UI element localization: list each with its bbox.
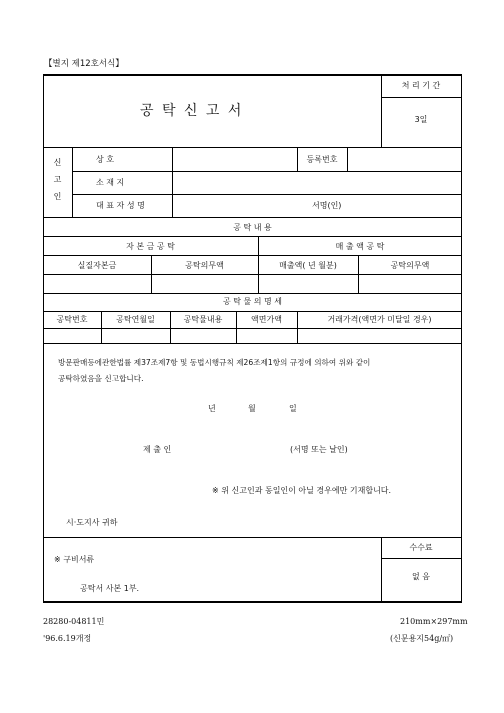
statement-line-1: 방문판매등에관한법률 제37조제7항 및 동법시행규칙 제26조제1항의 규정에 의하여 위와 같이 [58, 358, 371, 367]
fee-row [381, 558, 461, 559]
address-label: 소 재 지 [96, 178, 125, 187]
regno-right [347, 147, 348, 171]
sales-deposit-label: 매 출 액 공 탁 [335, 242, 385, 251]
date-month: 월 [248, 404, 256, 413]
items-bottom [43, 343, 462, 344]
attachments-top [43, 537, 462, 538]
form-title: 공 탁 신 고 서 [140, 103, 244, 119]
items-title: 공 탁 물 의 명 세 [222, 297, 283, 306]
reporter-row-1 [72, 171, 462, 172]
processing-value: 3일 [414, 115, 428, 124]
col-deposit-content: 공탁물내용 [183, 315, 223, 324]
reg-no-label: 등록번호 [306, 155, 338, 164]
sales-amount-label: 매출액( 년 월분) [279, 261, 337, 270]
content-top [43, 217, 462, 218]
processing-divider [381, 97, 461, 98]
statement-line-2: 공탁하였음을 신고합니다. [58, 374, 144, 383]
items-row-2 [43, 328, 462, 329]
col-face-value: 액면가액 [251, 315, 282, 324]
footer-paper: (신문용지54g/㎡) [390, 634, 454, 643]
reporter-row-2 [72, 194, 462, 195]
rep-name-label: 대 표 자 성 명 [96, 201, 145, 210]
reporter-col-divider [172, 147, 173, 217]
frame-left [43, 74, 44, 602]
date-year: 년 [208, 404, 216, 413]
content-row-2 [43, 255, 462, 256]
attachments-item: 공탁서 사본 1부. [80, 584, 140, 593]
submitter-sign: (서명 또는 날인) [290, 445, 348, 454]
submitter-label: 제 출 인 [143, 445, 172, 454]
items-top [43, 293, 462, 294]
deposit-amount-2-label: 공탁의무액 [390, 261, 430, 270]
footer-code: 28280-04811민 [43, 617, 105, 626]
trade-name-label: 상 호 [96, 155, 114, 164]
processing-label: 처 리 기 간 [401, 81, 441, 90]
capital-deposit-label: 자 본 금 공 탁 [126, 242, 175, 251]
reporter-label-1: 신 [53, 158, 62, 167]
fee-label: 수수료 [409, 543, 433, 552]
content-row-3 [43, 274, 462, 275]
frame-bottom [43, 601, 462, 603]
reporter-top [43, 147, 462, 148]
items-row-1 [43, 311, 462, 312]
content-row-1 [43, 236, 462, 237]
reporter-label-divider [72, 147, 73, 217]
footer-revised: '96.6.19개정 [43, 634, 92, 643]
attachments-title: ※ 구비서류 [54, 555, 95, 564]
signature-label: 서명(인) [312, 201, 342, 210]
reporter-label-2: 고 [53, 175, 62, 184]
date-day: 일 [289, 404, 297, 413]
form-label: 【별지 제12호서식】 [44, 59, 124, 69]
note-text: ※ 위 신고인과 동일인이 아닐 경우에만 기재합니다. [212, 486, 392, 495]
col-deposit-no: 공탁번호 [56, 315, 88, 324]
content-title: 공 탁 내 용 [233, 223, 272, 232]
deposit-amount-1-label: 공탁의무액 [185, 261, 224, 270]
frame-right [461, 74, 462, 602]
addressee: 시·도지사 귀하 [66, 518, 118, 527]
col-trade-price: 거래가격(액면가 미달일 경우) [327, 315, 432, 324]
fee-value: 없 음 [412, 572, 430, 581]
footer-size: 210mm×297mm [400, 617, 468, 626]
frame-top [43, 74, 462, 76]
paid-capital-label: 실질자본금 [77, 261, 117, 270]
reporter-label-3: 인 [53, 192, 62, 201]
col-deposit-date: 공탁연월일 [116, 315, 155, 324]
